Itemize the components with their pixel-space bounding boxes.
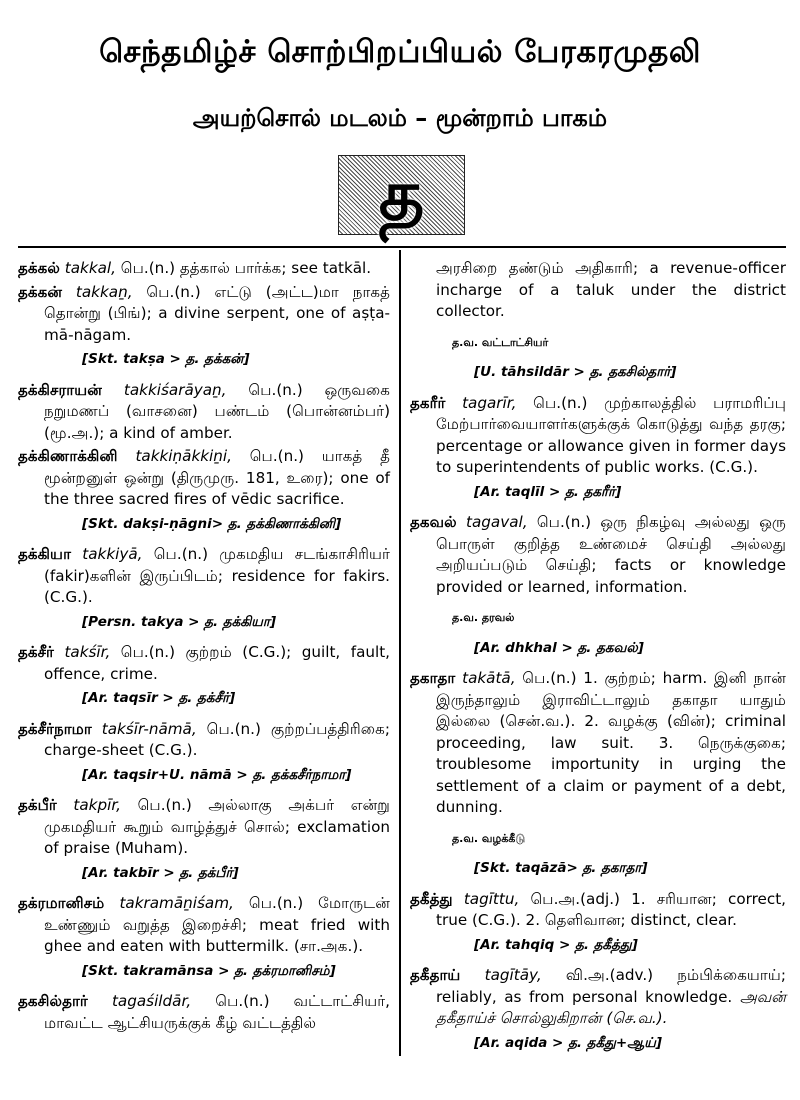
entry (410, 668, 786, 819)
transliteration: takātā, (462, 669, 516, 687)
section-letter-box (338, 155, 465, 235)
headword: தகீதாய் (410, 966, 461, 984)
definition: பெ.அ.(adj.) 1. சரியான; correct, true (C.G.). 2. தெளிவான; distinct, clear. (436, 889, 786, 929)
headword: தகரீர் (410, 393, 446, 412)
transliteration: takkiyā, (82, 545, 143, 563)
left-column (18, 258, 390, 1036)
column-divider (399, 250, 401, 1056)
headword: தக்சீர்நாமா (18, 719, 92, 738)
headword: தக்பீர் (18, 796, 57, 814)
headword: தகீத்து (410, 889, 453, 908)
etymology: [Skt. taqāzā> த. தகாதா] (474, 860, 648, 876)
definition: பெ.(n.) முகமதிய சடங்காசிரியர் (fakir)களின் இருப்பிடம்; residence for fakirs. (C.G.). (44, 545, 390, 606)
tamil-equivalent: த.வ. வட்டாட்சியர் (452, 335, 549, 349)
definition: பெ.(n.) அல்லாகு அக்பர் என்று முகமதியர் கூறும் வாழ்த்துச் சொல்; exclamation of praise (Muham). (44, 796, 391, 857)
entry-continuation: அரசிறை தண்டும் அதிகாரி; a revenue-officer incharge of a taluk under the district collector. (436, 259, 786, 320)
etymology: [U. tāhsildār > த. தகசில்தார்] (474, 364, 677, 380)
etymology: [Ar. aqida > த. தகீது+ஆய்] (474, 1034, 662, 1051)
headword: தக்ரமானிசம் (18, 894, 105, 912)
definition: பெ.(n.) வட்டாட்சியர், மாவட்ட ஆட்சியருக்குக் கீழ் வட்டத்தில் (44, 992, 390, 1032)
definition: வி.அ.(adv.) நம்பிக்கையாய்; reliably, as from personal knowledge. (436, 966, 787, 1006)
header-divider (18, 246, 786, 248)
entry (18, 795, 390, 860)
headword: தக்கிணாக்கினி (18, 447, 118, 465)
etymology: [Skt. takṣa > த. தக்கன்] (82, 351, 250, 367)
headword: தகாதா (410, 669, 456, 687)
page-title: செந்தமிழ்ச் சொற்பிறப்பியல் பேரகரமுதலி (99, 34, 701, 70)
entry (18, 544, 390, 609)
transliteration: takkiśarāyaṉ, (123, 380, 227, 399)
entry (18, 642, 390, 685)
transliteration: takkaṉ, (75, 282, 133, 301)
definition: பெ.(n.) தத்கால் பார்க்க; see tatkāl. (115, 259, 372, 277)
entry (410, 393, 786, 479)
transliteration: tagaśildār, (111, 992, 192, 1010)
headword: தக்கியா (18, 545, 72, 563)
right-column (410, 258, 786, 1063)
etymology: [Ar. tahqiq > த. தகீத்து] (474, 936, 638, 953)
transliteration: tagarīr, (462, 393, 517, 412)
definition: பெ.(n.) எட்டு (அட்ட)மா நாகத் தொன்று (பிங்); a divine serpent, one of aṣṭa-mā-nāgam. (44, 282, 390, 344)
transliteration: takkiṇākkiṉi, (135, 447, 232, 465)
transliteration: takśīr-nāmā, (101, 719, 197, 738)
usage-example: அவன் தகீதாய்ச் சொல்லுகிறான் (செ.வ.). (436, 987, 786, 1027)
transliteration: takpīr, (73, 796, 122, 814)
etymology: [Ar. taqlīl > த. தகரீர்] (474, 483, 622, 500)
definition: பெ.(n.) 1. குற்றம்; harm. இனி நான் இருந்தாலும் இராவிட்டாலும் தகாதா யாதும் இல்லை (சென்.வ.). 2. வழக்கு (வின்); criminal proceeding, law suit. 3. நெருக்குகை; troublesome importunity in urging the settlement of a claim or payment of a debt, dunning. (436, 669, 786, 816)
transliteration: tagītāy, (484, 966, 542, 984)
headword: தகசில்தார் (18, 992, 88, 1010)
definition: பெ.(n.) ஒருவகை நறுமணப் (வாசனை) பண்டம் (பொன்னம்பர்) (மூ.அ.); a kind of amber. (44, 380, 390, 442)
entry (18, 282, 390, 347)
definition: பெ.(n.) முற்காலத்தில் பராமரிப்பு மேற்பார்வையாளர்களுக்குக் கொடுத்து வந்த தரகு; percentage or allowance given in former days to superintendents of public works. (C.G.). (436, 393, 786, 476)
entry (410, 512, 786, 598)
etymology: [Skt. dakṣi-ṇāgni> த. தக்கிணாக்கினி] (82, 515, 342, 532)
entry (410, 965, 786, 1030)
etymology: [Ar. taqsir+U. nāmā > த. தக்கசீர்நாமா] (82, 766, 352, 783)
transliteration: tagaval, (466, 513, 528, 531)
definition: பெ.(n.) யாகத் தீ மூன்றனுள் ஒன்று (திருமுரு. 181, உரை); one of the three sacred fires of vēdic sacrifice. (44, 447, 391, 508)
entry (18, 991, 390, 1034)
headword: தக்கன் (18, 282, 63, 301)
section-letter: த (378, 154, 425, 236)
entry (18, 446, 390, 511)
page-subtitle: அயற்சொல் மடலம் – மூன்றாம் பாகம் (192, 104, 608, 132)
etymology: [Ar. taqsīr > த. தக்சீர்] (82, 690, 236, 706)
tamil-equivalent: த.வ. தரவல் (452, 611, 515, 624)
tamil-equivalent: த.வ. வழக்கீடு (452, 831, 526, 845)
etymology: [Ar. takbīr > த. தக்பீர்] (82, 864, 239, 881)
headword: தக்கல் (18, 259, 60, 277)
headword: தக்கிசராயன் (18, 380, 102, 399)
etymology: [Persn. takya > த. தக்கியா] (82, 613, 277, 630)
definition: பெ.(n.) மோருடன் உண்ணும் வறுத்த இறைச்சி; meat fried with ghee and eaten with buttermilk. (சா.அக.). (44, 894, 390, 955)
entry (18, 380, 390, 445)
etymology: [Skt. takramānsa > த. தக்ரமானிசம்] (82, 962, 336, 979)
headword: தக்சீர் (18, 643, 54, 661)
entry (18, 719, 390, 762)
headword: தகவல் (410, 513, 457, 531)
definition: பெ.(n.) குற்றம் (C.G.); guilt, fault, offence, crime. (44, 643, 391, 683)
entry (410, 889, 786, 932)
transliteration: takkal, (64, 259, 116, 277)
transliteration: takramāṉiśam, (119, 894, 234, 912)
entry (18, 258, 390, 280)
transliteration: takśīr, (64, 643, 111, 661)
definition: பெ.(n.) குற்றப்பத்திரிகை; charge-sheet (C.G.). (44, 719, 390, 759)
transliteration: tagīttu, (463, 889, 520, 908)
etymology: [Ar. dhkhal > த. தகவல்] (474, 639, 644, 656)
entry (18, 893, 390, 958)
definition: பெ.(n.) ஒரு நிகழ்வு அல்லது ஒரு பொருள் குறித்த உண்மைச் செய்தி அல்லது அறியப்படும் செய்தி; facts or knowledge provided or learned, information. (436, 513, 787, 596)
